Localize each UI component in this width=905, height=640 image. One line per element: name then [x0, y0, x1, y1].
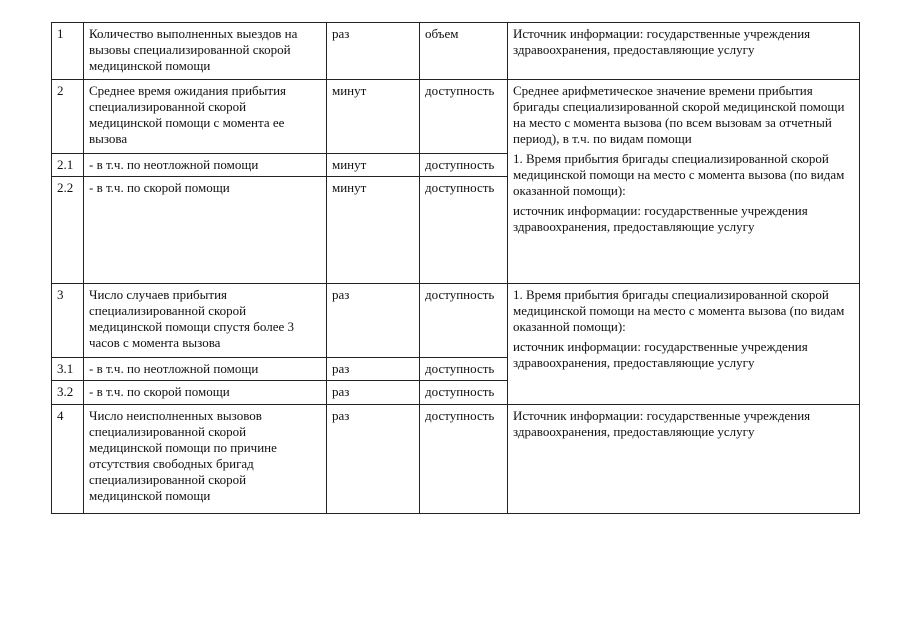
- unit-cell: минут: [327, 177, 420, 284]
- indicator-name: - в т.ч. по скорой помощи: [84, 177, 327, 284]
- unit-cell: раз: [327, 405, 420, 514]
- source-cell: [508, 405, 860, 514]
- source-text: источник информации: государственные учреждения здравоохранения, предоставляющие услугу: [513, 339, 808, 370]
- table-row: [52, 284, 860, 358]
- row-number: 3: [52, 284, 84, 358]
- category-cell: объем: [420, 23, 508, 80]
- row-number: 2.1: [52, 154, 84, 177]
- category-cell: доступность: [420, 80, 508, 154]
- unit-cell: раз: [327, 381, 420, 405]
- source-cell: [508, 23, 860, 80]
- indicator-name: Число неисполненных вызовов специализированной скорой медицинской помощи по причине отсутствия свободных бригад специализированной скорой медицинской помощи: [84, 405, 327, 514]
- indicator-name: - в т.ч. по скорой помощи: [84, 381, 327, 405]
- indicator-name: - в т.ч. по неотложной помощи: [84, 358, 327, 381]
- row-number: 2: [52, 80, 84, 154]
- indicator-name: - в т.ч. по неотложной помощи: [84, 154, 327, 177]
- row-number: 1: [52, 23, 84, 80]
- unit-cell: раз: [327, 284, 420, 358]
- source-text: источник информации: государственные учреждения здравоохранения, предоставляющие услугу: [513, 203, 808, 234]
- row-number: 4: [52, 405, 84, 514]
- category-cell: доступность: [420, 358, 508, 381]
- indicator-name: Среднее время ожидания прибытия специализированной скорой медицинской помощи с момента ее вызова: [84, 80, 327, 154]
- source-cell: [508, 284, 860, 405]
- source-text: Среднее арифметическое значение времени прибытия бригады специализированной скорой медицинской помощи на место с момента вызова (по всем вызовам за отчетный период), в т.ч. по видам помощи: [513, 83, 845, 146]
- indicators-table: [51, 22, 860, 514]
- unit-cell: раз: [327, 358, 420, 381]
- source-text: Источник информации: государственные учреждения здравоохранения, предоставляющие услугу: [513, 26, 811, 57]
- table-row: [52, 405, 860, 514]
- category-cell: доступность: [420, 284, 508, 358]
- row-number: 3.1: [52, 358, 84, 381]
- row-number: 2.2: [52, 177, 84, 284]
- source-text: 1. Время прибытия бригады специализированной скорой медицинской помощи на место с момента вызова (по видам оказанной помощи):: [513, 287, 845, 334]
- source-cell: [508, 80, 860, 284]
- category-cell: доступность: [420, 177, 508, 284]
- unit-cell: минут: [327, 80, 420, 154]
- category-cell: доступность: [420, 154, 508, 177]
- indicator-name: Количество выполненных выездов на вызовы специализированной скорой медицинской помощи: [84, 23, 327, 80]
- table-row: [52, 80, 860, 154]
- category-cell: доступность: [420, 405, 508, 514]
- table-row: [52, 23, 860, 80]
- row-number: 3.2: [52, 381, 84, 405]
- source-text: 1. Время прибытия бригады специализированной скорой медицинской помощи на место с момента вызова (по видам оказанной помощи):: [513, 151, 845, 198]
- category-cell: доступность: [420, 381, 508, 405]
- unit-cell: раз: [327, 23, 420, 80]
- indicator-name: Число случаев прибытия специализированной скорой медицинской помощи спустя более 3 часов с момента вызова: [84, 284, 327, 358]
- source-text: Источник информации: государственные учреждения здравоохранения, предоставляющие услугу: [513, 408, 811, 439]
- unit-cell: минут: [327, 154, 420, 177]
